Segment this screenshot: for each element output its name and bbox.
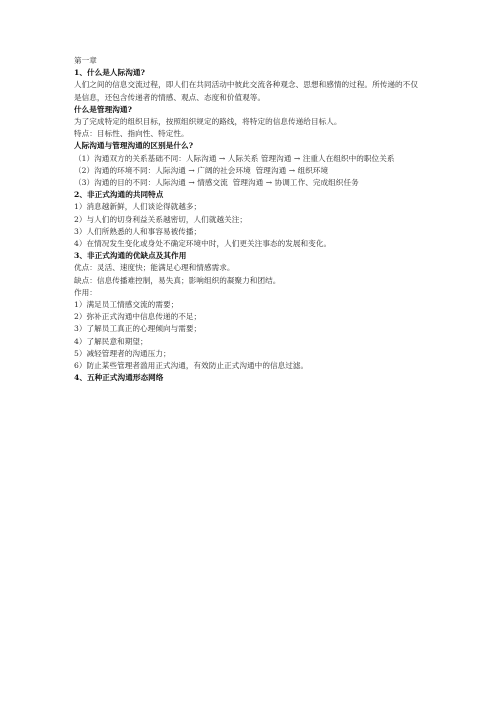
list-item: 3）了解员工真正的心理倾向与需要；	[74, 324, 202, 334]
list-item: 4）了解民意和期望；	[74, 336, 148, 346]
list-item: 6）防止某些管理者滥用正式沟通，有效防止正式沟通中的信息过滤。	[74, 361, 309, 371]
paragraph: 作用：	[74, 287, 97, 297]
list-item: 3）人们所熟悉的人和事容易被传播；	[74, 226, 202, 236]
section-heading: 3、非正式沟通的优缺点及其作用	[74, 251, 187, 261]
list-item: （1）沟通双方的关系基础不同：人际沟通 → 人际关系 管理沟通 → 注重人在组织中的职位关系	[74, 153, 395, 163]
list-item: （2）沟通的环境不同：人际沟通 → 广阔的社会环境 管理沟通 → 组织环境	[74, 165, 329, 175]
section-heading: 1、什么是人际沟通?	[74, 68, 145, 78]
paragraph: 缺点：信息传播难控制，易失真；影响组织的凝聚力和团结。	[74, 275, 281, 285]
chapter-title: 第一章	[74, 56, 97, 65]
paragraph: 人们之间的信息交流过程，即人们在共同活动中彼此交流各种观念、思想和感情的过程。所传递的不仅是信息，还包含传递者的情感、观点、态度和价值观等。	[74, 80, 418, 102]
list-item: 1）满足员工情感交流的需要；	[74, 300, 179, 310]
section-heading: 人际沟通与管理沟通的区别是什么?	[74, 141, 194, 151]
list-item: 5）减轻管理者的沟通压力；	[74, 348, 171, 358]
paragraph: 优点：灵活、速度快；能满足心理和情感需求。	[74, 263, 235, 273]
list-item: （3）沟通的目的不同：人际沟通 → 情感交流 管理沟通 → 协调工作、完成组织任务	[74, 178, 359, 188]
list-item: 1）消息越新鲜，人们谈论得就越多；	[74, 202, 202, 212]
list-item: 2）与人们的切身利益关系越密切，人们就越关注；	[74, 214, 248, 224]
section-heading: 4、五种正式沟通形态网络	[74, 373, 164, 383]
section-heading: 什么是管理沟通?	[74, 104, 133, 114]
paragraph: 特点：目标性、指向性、特定性。	[74, 129, 189, 139]
document-body	[74, 55, 424, 384]
paragraph: 为了完成特定的组织目标，按照组织规定的路线，将特定的信息传递给目标人。	[74, 117, 342, 127]
section-heading: 2、非正式沟通的共同特点	[74, 190, 164, 200]
list-item: 4）在情况发生变化或身处不确定环境中时，人们更关注事态的发展和变化。	[74, 239, 332, 249]
list-item: 2）弥补正式沟通中信息传递的不足；	[74, 312, 202, 322]
